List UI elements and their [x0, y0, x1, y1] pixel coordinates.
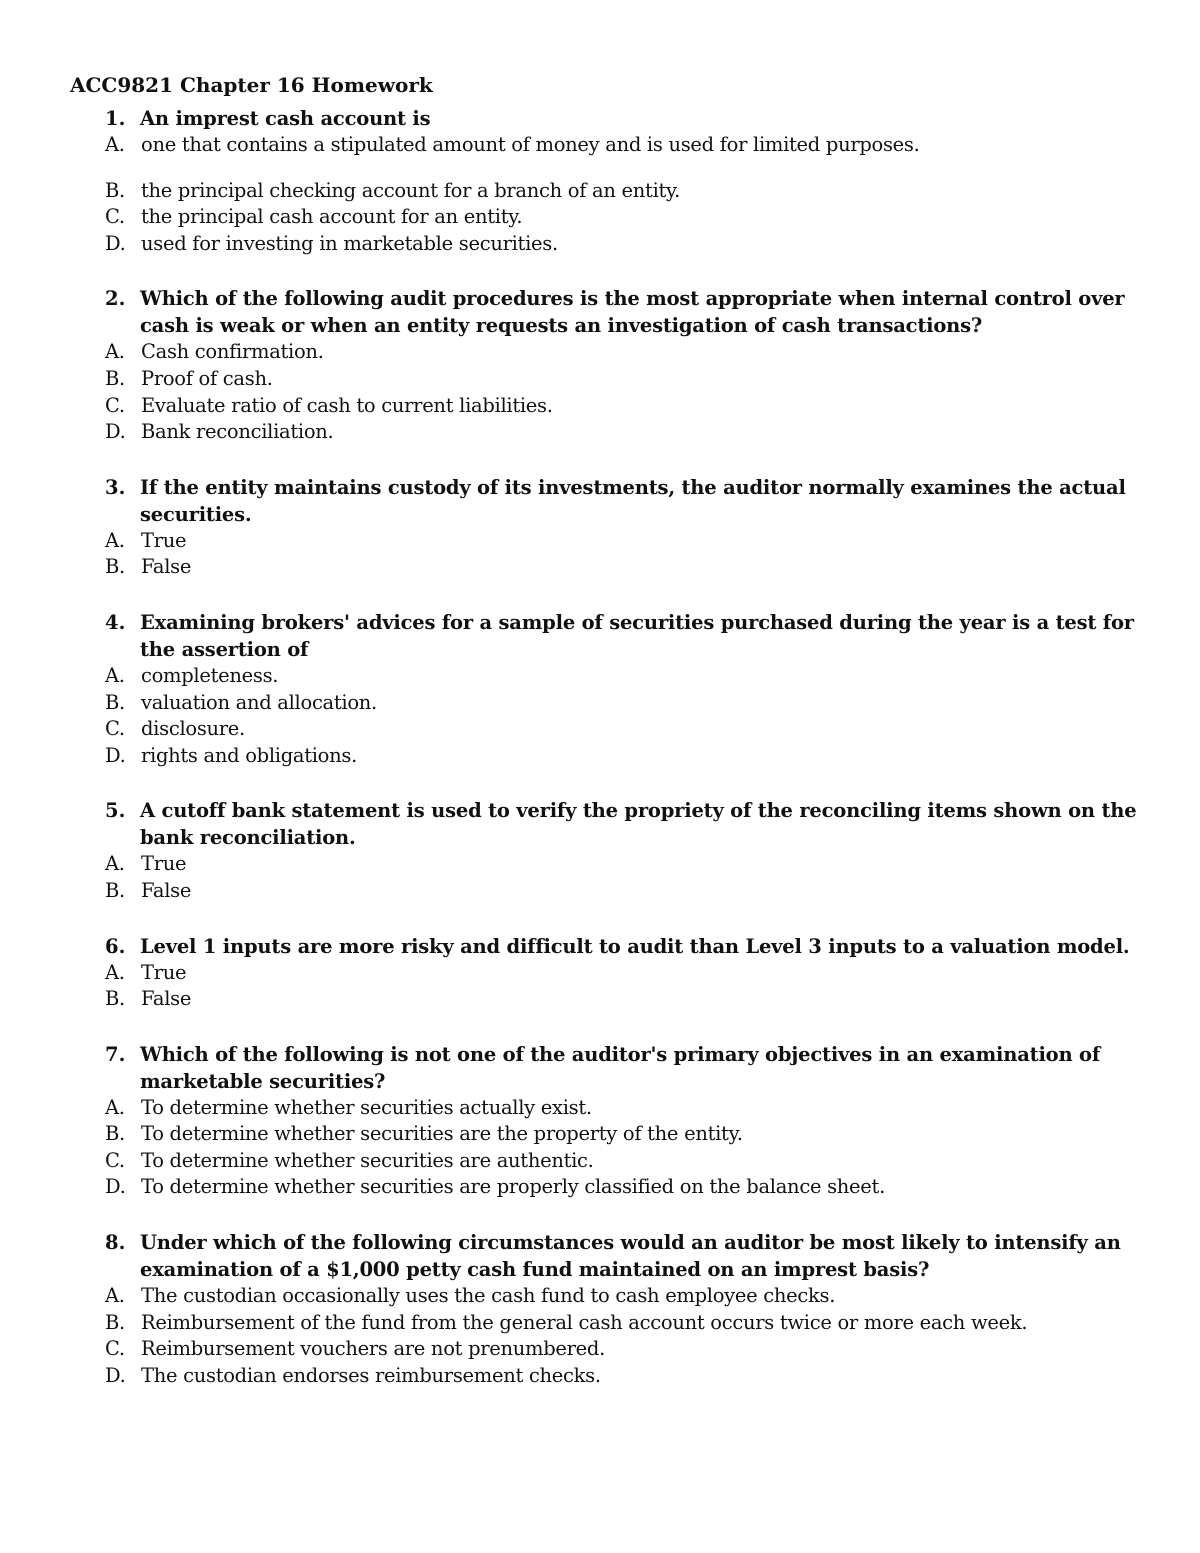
option-letter: B. [105, 555, 125, 579]
spacer [70, 257, 1140, 285]
option-text: To determine whether securities are properly classified on the balance sheet. [141, 1175, 885, 1199]
question-number: 3. [105, 475, 126, 499]
answer-option [70, 1148, 1140, 1175]
option-text: Proof of cash. [141, 366, 273, 390]
option-letter: B. [105, 1122, 125, 1146]
question-stem [70, 933, 1140, 960]
option-letter: A. [105, 663, 125, 687]
answer-option [70, 132, 1140, 159]
spacer [70, 1013, 1140, 1041]
option-letter: D. [105, 231, 126, 255]
option-text: True [141, 528, 187, 552]
option-letter: D. [105, 1363, 126, 1387]
question-stem [70, 285, 1140, 339]
question-stem [70, 1041, 1140, 1095]
question-number: 2. [105, 287, 126, 311]
question-4 [70, 609, 1140, 769]
option-letter: B. [105, 1310, 125, 1334]
question-number: 1. [105, 107, 126, 130]
option-text: False [141, 555, 192, 579]
question-text: Which of the following audit procedures is the most appropriate when internal control over cash is weak or when an entity requests an investigation of cash transactions? [140, 287, 1125, 338]
spacer [70, 905, 1140, 933]
question-number: 4. [105, 610, 126, 634]
option-text: Evaluate ratio of cash to current liabilities. [141, 393, 553, 417]
question-text: If the entity maintains custody of its investments, the auditor normally examines the actual securities. [140, 475, 1126, 526]
option-letter: B. [105, 178, 125, 202]
document-title: ACC9821 Chapter 16 Homework [70, 73, 433, 97]
question-5 [70, 797, 1140, 904]
option-letter: C. [105, 1148, 125, 1172]
option-text: used for investing in marketable securities. [141, 231, 558, 255]
question-6 [70, 933, 1140, 1013]
answer-option [70, 878, 1140, 905]
spacer [70, 769, 1140, 797]
question-stem [70, 474, 1140, 528]
option-text: True [141, 852, 187, 876]
option-text: The custodian occasionally uses the cash fund to cash employee checks. [141, 1284, 836, 1308]
answer-option [70, 716, 1140, 743]
answer-option [70, 1336, 1140, 1363]
answer-option [70, 986, 1140, 1013]
question-stem [70, 1229, 1140, 1283]
option-letter: C. [105, 393, 125, 417]
spacer [70, 446, 1140, 474]
option-letter: A. [105, 528, 125, 552]
answer-option [70, 1310, 1140, 1337]
option-text: the principal cash account for an entity. [141, 205, 523, 229]
option-text: one that contains a stipulated amount of money and is used for limited purposes. [141, 133, 920, 156]
option-text: Reimbursement vouchers are not prenumbered. [141, 1337, 605, 1361]
question-text: Under which of the following circumstances would an auditor be most likely to intensify an examination of a $1,000 petty cash fund maintained on an imprest basis? [140, 1231, 1121, 1282]
spacer [70, 1201, 1140, 1229]
option-letter: C. [105, 717, 125, 741]
question-text: An imprest cash account is [140, 107, 431, 130]
option-text: False [141, 987, 192, 1011]
answer-option [70, 1363, 1140, 1390]
question-2 [70, 285, 1140, 445]
option-text: To determine whether securities actually exist. [141, 1095, 592, 1119]
option-text: To determine whether securities are authentic. [141, 1148, 594, 1172]
option-text: Reimbursement of the fund from the general cash account occurs twice or more each week. [141, 1310, 1028, 1334]
option-letter: A. [105, 852, 125, 876]
answer-option [70, 1121, 1140, 1148]
option-text: The custodian endorses reimbursement checks. [141, 1363, 601, 1387]
question-stem [70, 105, 1140, 132]
question-text: A cutoff bank statement is used to verify the propriety of the reconciling items shown on the bank reconciliation. [140, 799, 1137, 850]
answer-option [70, 178, 1140, 205]
option-letter: B. [105, 878, 125, 902]
option-text: completeness. [141, 663, 279, 687]
option-text: Bank reconciliation. [141, 420, 334, 444]
answer-option [70, 851, 1140, 878]
answer-option [70, 960, 1140, 987]
option-letter: A. [105, 133, 125, 156]
spacer [70, 581, 1140, 609]
question-1 [70, 105, 1140, 257]
question-3 [70, 474, 1140, 581]
option-letter: C. [105, 1337, 125, 1361]
answer-option [70, 366, 1140, 393]
answer-option [70, 663, 1140, 690]
option-text: disclosure. [141, 717, 245, 741]
option-letter: D. [105, 1175, 126, 1199]
option-letter: B. [105, 690, 125, 714]
option-text: False [141, 878, 192, 902]
question-8 [70, 1229, 1140, 1389]
option-letter: D. [105, 420, 126, 444]
option-letter: B. [105, 987, 125, 1011]
option-text: Cash confirmation. [141, 340, 324, 364]
answer-option [70, 743, 1140, 770]
question-stem [70, 609, 1140, 663]
answer-option [70, 231, 1140, 258]
answer-option [70, 1174, 1140, 1201]
question-text: Which of the following is not one of the auditor's primary objectives in an examination of marketable securities? [140, 1042, 1101, 1093]
answer-option [70, 1095, 1140, 1122]
question-7 [70, 1041, 1140, 1201]
question-number: 8. [105, 1231, 126, 1255]
option-letter: A. [105, 960, 125, 984]
option-text: the principal checking account for a branch of an entity. [141, 178, 681, 202]
answer-option [70, 1283, 1140, 1310]
option-letter: A. [105, 1095, 125, 1119]
option-text: valuation and allocation. [141, 690, 377, 714]
answer-option [70, 690, 1140, 717]
option-letter: C. [105, 205, 125, 229]
question-number: 7. [105, 1042, 126, 1066]
option-letter: B. [105, 366, 125, 390]
option-text: True [141, 960, 187, 984]
option-text: To determine whether securities are the property of the entity. [141, 1122, 743, 1146]
answer-option [70, 554, 1140, 581]
option-letter: D. [105, 743, 126, 767]
option-text: rights and obligations. [141, 743, 357, 767]
option-letter: A. [105, 340, 125, 364]
answer-option [70, 528, 1140, 555]
answer-option [70, 339, 1140, 366]
question-text: Examining brokers' advices for a sample of securities purchased during the year is a test for the assertion of [140, 610, 1134, 661]
option-letter: A. [105, 1284, 125, 1308]
answer-option [70, 204, 1140, 231]
question-text: Level 1 inputs are more risky and difficult to audit than Level 3 inputs to a valuation model. [140, 934, 1130, 958]
answer-option [70, 419, 1140, 446]
question-number: 6. [105, 934, 126, 958]
question-number: 5. [105, 799, 126, 823]
answer-option [70, 393, 1140, 420]
question-stem [70, 797, 1140, 851]
